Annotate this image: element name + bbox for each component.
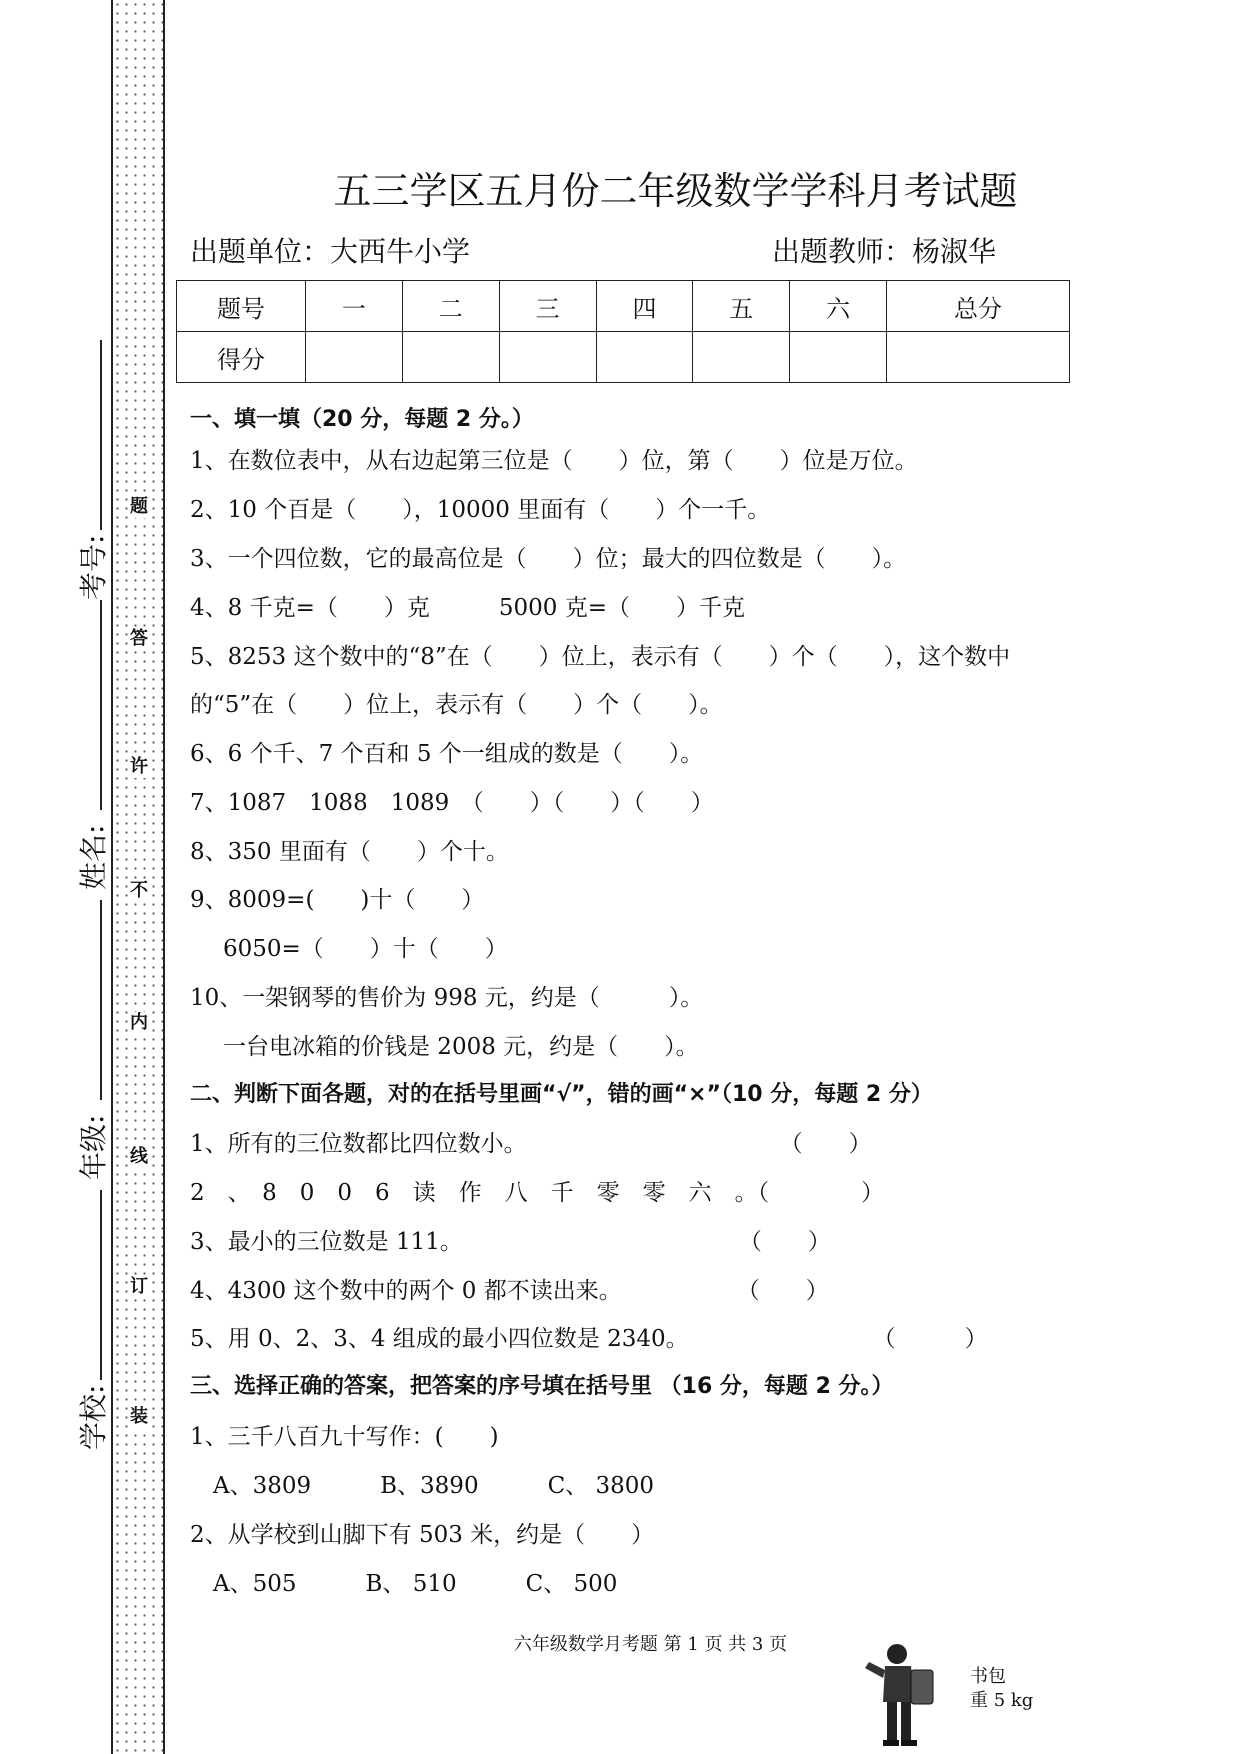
table-cell: 六 xyxy=(790,281,887,332)
exam-teacher: 出题教师：杨淑华 xyxy=(772,235,997,268)
question-line: 8、350 里面有（ ）个十。 xyxy=(190,839,509,865)
question-line: 3、最小的三位数是 111。 （ ） xyxy=(190,1229,831,1255)
section-heading: 二、判断下面各题，对的在括号里画“√”，错的画“×”（10 分，每题 2 分） xyxy=(190,1082,933,1107)
question-line: 3、一个四位数，它的最高位是（ ）位；最大的四位数是（ ）。 xyxy=(190,546,907,572)
question-line: 1、在数位表中，从右边起第三位是（ ）位，第（ ）位是万位。 xyxy=(190,448,918,474)
grade-line xyxy=(100,900,102,1100)
question-line: 7、1087 1088 1089 （ ）（ ）（ ） xyxy=(190,790,714,816)
question-line: 2、10 个百是（ ），10000 里面有（ ）个一千。 xyxy=(190,497,771,523)
bag-label: 书包 xyxy=(970,1666,1006,1687)
question-line: 5、8253 这个数中的“8”在（ ）位上，表示有（ ）个（ ），这个数中 xyxy=(190,644,1011,670)
question-line: A、3809 B、3890 C、 3800 xyxy=(190,1473,655,1499)
strip-char: 不 xyxy=(130,880,148,901)
score-cell[interactable] xyxy=(306,332,403,383)
score-cell[interactable] xyxy=(499,332,596,383)
section-heading: 三、选择正确的答案，把答案的序号填在括号里 （16 分，每题 2 分。） xyxy=(190,1374,894,1399)
bag-weight: 重 5 kg xyxy=(970,1690,1034,1711)
question-line: 2 、 8 0 0 6 读 作 八 千 零 零 六 。（ ） xyxy=(190,1180,885,1206)
table-cell: 得分 xyxy=(177,332,306,383)
strip-char: 订 xyxy=(130,1276,148,1297)
school-line xyxy=(100,1190,102,1380)
student-backpack-figure xyxy=(855,1640,945,1750)
exam-number-line xyxy=(100,340,102,530)
table-cell: 一 xyxy=(306,281,403,332)
score-table xyxy=(176,280,1070,383)
exam-unit: 出题单位：大西牛小学 xyxy=(190,235,471,268)
score-table-score-row xyxy=(177,332,1070,383)
strip-char: 题 xyxy=(130,496,148,517)
strip-char: 线 xyxy=(130,1146,148,1167)
score-cell[interactable] xyxy=(790,332,887,383)
exam-number-label: 考号: xyxy=(77,534,110,600)
table-cell: 三 xyxy=(499,281,596,332)
question-line: 一台电冰箱的价钱是 2008 元，约是（ ）。 xyxy=(200,1034,699,1060)
strip-char: 答 xyxy=(130,628,148,649)
name-line xyxy=(100,600,102,810)
section-heading: 一、填一填（20 分，每题 2 分。） xyxy=(190,407,534,432)
question-line: 2、从学校到山脚下有 503 米，约是（ ） xyxy=(190,1522,655,1548)
table-cell: 题号 xyxy=(177,281,306,332)
school-label: 学校: xyxy=(77,1384,110,1450)
question-line: 1、三千八百九十写作：( ) xyxy=(190,1424,499,1450)
question-line: 1、所有的三位数都比四位数小。 （ ） xyxy=(190,1131,872,1157)
name-label: 姓名: xyxy=(77,824,110,890)
question-line: 4、8 千克=（ ）克 5000 克=（ ）千克 xyxy=(190,595,745,621)
question-line: A、505 B、 510 C、 500 xyxy=(190,1571,618,1597)
table-cell: 四 xyxy=(596,281,693,332)
question-line: 的“5”在（ ）位上，表示有（ ）个（ ）。 xyxy=(190,692,723,718)
strip-char: 许 xyxy=(130,756,148,777)
score-cell[interactable] xyxy=(887,332,1070,383)
score-cell[interactable] xyxy=(693,332,790,383)
page-footer: 六年级数学月考题 第 1 页 共 3 页 xyxy=(513,1634,788,1655)
table-cell: 五 xyxy=(693,281,790,332)
grade-label: 年级: xyxy=(77,1114,110,1180)
page-title: 五三学区五月份二年级数学学科月考试题 xyxy=(333,169,1018,213)
question-line: 5、用 0、2、3、4 组成的最小四位数是 2340。 （ ） xyxy=(190,1326,988,1352)
score-cell[interactable] xyxy=(596,332,693,383)
score-cell[interactable] xyxy=(402,332,499,383)
table-cell: 二 xyxy=(402,281,499,332)
binding-strip xyxy=(111,0,165,1754)
score-table-header-row xyxy=(177,281,1070,332)
question-line: 10、一架钢琴的售价为 998 元，约是（ ）。 xyxy=(190,985,704,1011)
question-line: 9、8009=( )十（ ） xyxy=(190,887,485,913)
question-line: 6050=（ ）十（ ） xyxy=(200,936,508,962)
table-cell: 总分 xyxy=(887,281,1070,332)
strip-char: 内 xyxy=(130,1012,148,1033)
question-line: 4、4300 这个数中的两个 0 都不读出来。 （ ） xyxy=(190,1278,829,1304)
question-line: 6、6 个千、7 个百和 5 个一组成的数是（ ）。 xyxy=(190,741,704,767)
strip-char: 装 xyxy=(130,1406,148,1427)
